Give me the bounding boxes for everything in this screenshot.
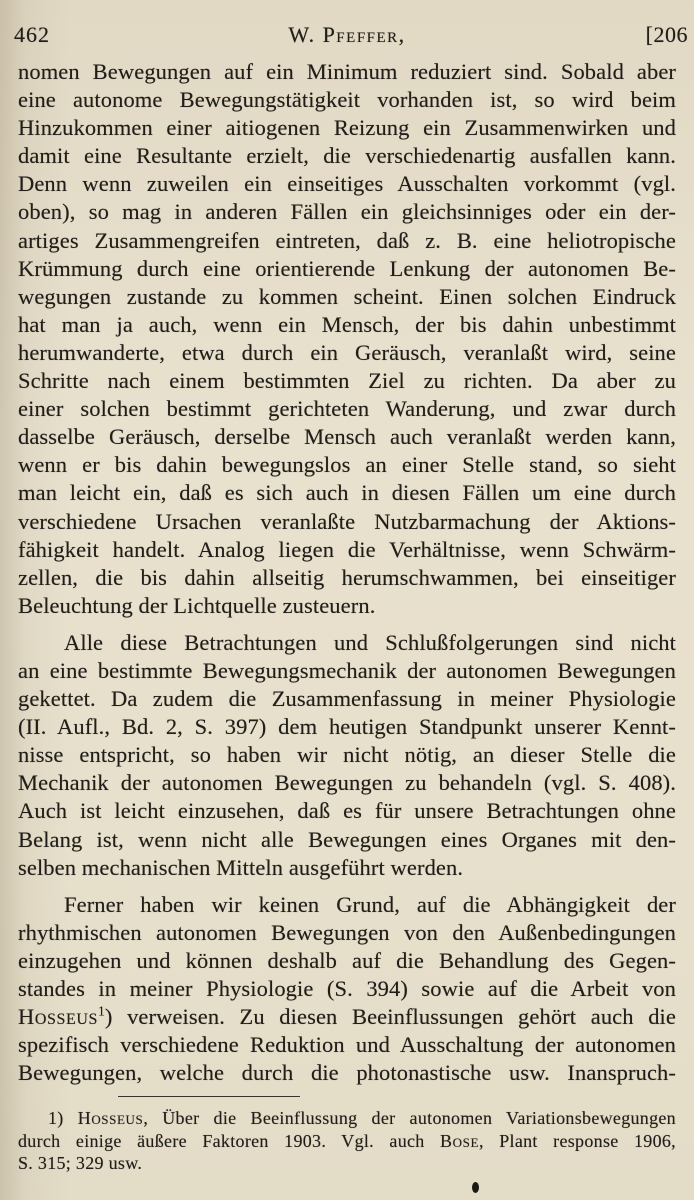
page-number: 462 [14,22,50,47]
body-line: artiges Zusammengreifen eintreten, daß z. B. eine heliotropische [18,227,676,253]
body-line: standes in meiner Physiologie (S. 394) sowie auf die Arbeit von [18,976,676,1001]
bracket-page-number: [206 [645,22,688,47]
body-line: dasselbe Geräusch, derselbe Mensch auch veranlaßt werden kann, [18,424,676,450]
body-line: gekettet. Da zudem die Zusammenfassung in meiner Physiologie [18,686,676,712]
footnote-line [18,1107,676,1130]
body-line: oben), so mag in anderen Fällen ein gleichsinniges oder ein der- [18,199,676,225]
footnote [18,1107,676,1175]
body-line: einer solchen bestimmt gerichteten Wanderung, und zwar durch [18,396,676,422]
body-line: Krümmung durch eine orientierende Lenkung der autonomen Be- [18,255,676,281]
body-line: Alle diese Betrachtungen und Schlußfolgerungen sind nicht [64,629,676,655]
body-line: fähigkeit handelt. Analog liegen die Verhältnisse, wenn Schwärm- [18,536,676,562]
body-line: an eine bestimmte Bewegungsmechanik der autonomen Bewegungen [18,657,676,683]
footnote-line [18,1130,676,1153]
paragraph [18,891,676,1088]
author-name: Bose [440,1130,479,1151]
footnote-marker: 1) [48,1108,78,1128]
body-line: spezifisch verschiedene Reduktion und Ausschaltung der autonomen [18,1032,676,1058]
body-line: wenn er bis dahin bewegungslos an einer Stelle stand, so sieht [18,452,676,478]
body-line: Belang ist, wenn nicht alle Bewegungen eines Organes mit den- [18,826,676,852]
footnote-reference: 1 [98,1003,105,1019]
paragraph [18,58,676,620]
body-line: nomen Bewegungen auf ein Minimum reduziert sind. Sobald aber [18,59,676,84]
body-line: einzugehen und können deshalb auf die Behandlung des Gegen- [18,947,676,973]
body-line: damit eine Resultante erzielt, die verschiedenartig ausfallen kann. [18,143,676,169]
body-line: Denn wenn zuweilen ein einseitiges Ausschalten vorkommt (vgl. [18,171,676,197]
author-name: Hosseus [18,1004,99,1030]
body-line: selben mechanischen Mitteln ausgeführt werden. [18,854,464,880]
footnote-line: S. 315; 329 usw. [18,1153,143,1174]
body-line-text: ) verweisen. Zu diesen Beeinflussungen gehört auch die [104,1004,676,1030]
body-line: man leicht ein, daß es sich auch in diesen Fällen um eine durch [18,480,676,506]
body-line: rhythmischen autonomen Bewegungen von den Außenbedingungen [18,919,676,945]
body-line: eine autonome Bewegungstätigkeit vorhanden ist, so wird beim [18,87,676,113]
body-line: Bewegungen, welche durch die photonastische usw. Inanspruch- [18,1060,676,1086]
body-line: (II. Aufl., Bd. 2, S. 397) dem heutigen Standpunkt unserer Kennt- [18,714,676,740]
footnote-text: , Über die Beeinflussung der autonomen Variationsbewegungen [143,1108,676,1128]
footnote-rule [118,1096,300,1097]
body-line: herumwanderte, etwa durch ein Geräusch, veranlaßt wird, seine [18,339,676,365]
body-line: Ferner haben wir keinen Grund, auf die Abhängigkeit der [64,891,676,917]
body-line: Beleuchtung der Lichtquelle zusteuern. [18,592,376,618]
page-header [0,20,694,50]
paragraph [18,629,676,882]
body-line: wegungen zustande zu kommen scheint. Einen solchen Eindruck [18,283,676,309]
author-name: Hosseus [77,1108,144,1128]
body-line: Hinzukommen einer aitiogenen Reizung ein Zusammenwirken und [18,115,676,141]
footnote-text: , Plant response 1906, [478,1130,676,1151]
body-line: Auch ist leicht einzusehen, daß es für unsere Betrachtungen ohne [18,798,676,824]
body-line: verschiedene Ursachen veranlaßte Nutzbarmachung der Aktions- [18,508,676,534]
body-line: Mechanik der autonomen Bewegungen zu behandeln (vgl. S. 408). [18,770,676,796]
body-line: Schritte nach einem bestimmten Ziel zu richten. Da aber zu [18,368,676,394]
footnote-text: durch einige äußere Faktoren 1903. Vgl. auch [18,1130,441,1151]
running-title: W. Pfeffer, [288,22,406,47]
body-text [18,58,676,1087]
body-line: nisse entspricht, so haben wir nicht nötig, an dieser Stelle die [18,742,676,768]
ink-speck [472,1182,479,1193]
body-line: zellen, die bis dahin allseitig herumschwammen, bei einseitiger [18,564,676,590]
body-line [18,1003,676,1031]
body-line: hat man ja auch, wenn ein Mensch, der bis dahin unbestimmt [18,311,676,337]
